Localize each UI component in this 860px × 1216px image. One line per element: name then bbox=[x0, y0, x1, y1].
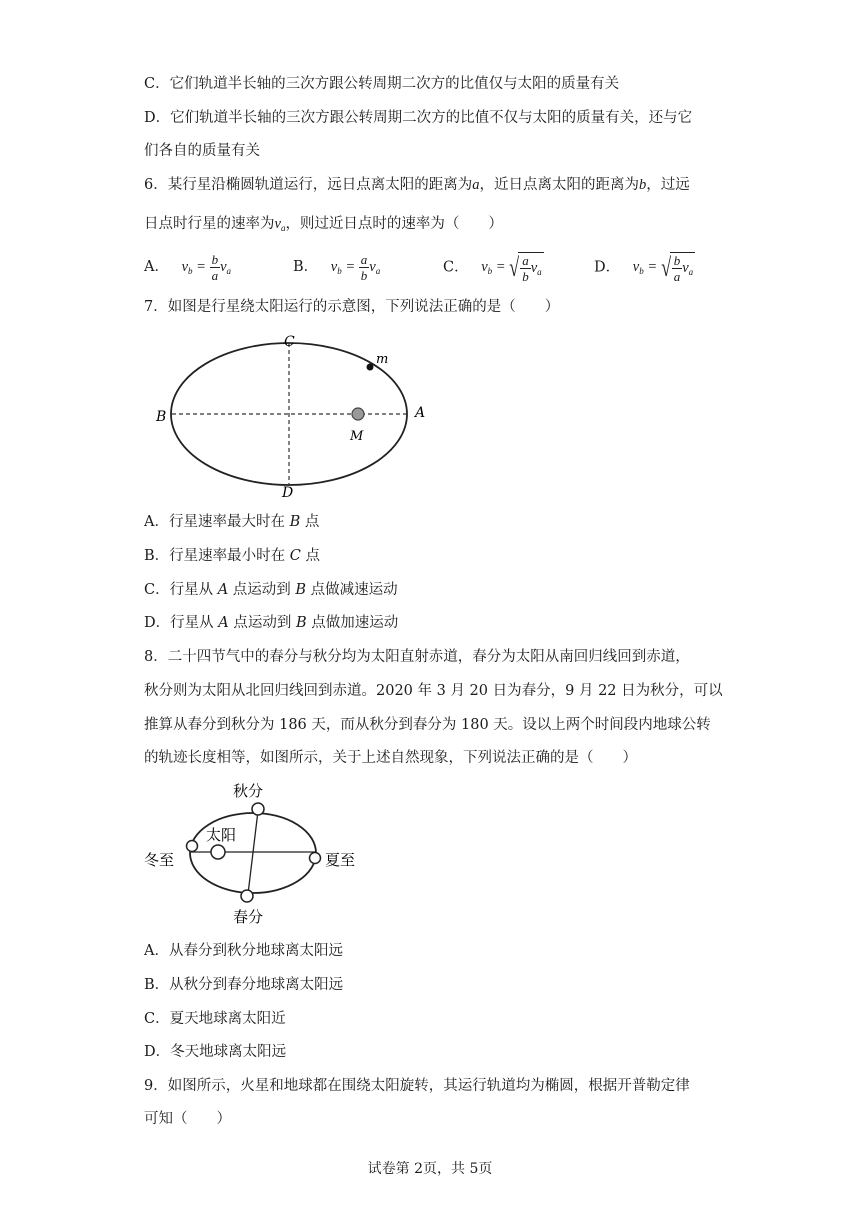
q6-option-a: A． $v_b$ = $\frac{b}{a}$ $v_a$ bbox=[144, 252, 232, 283]
q8-option-c: C．夏天地球离太阳近 bbox=[144, 1011, 286, 1027]
label-c: C bbox=[284, 334, 295, 350]
q7-option-c: C．行星从 A 点运动到 B 点做减速运动 bbox=[144, 582, 398, 598]
q5-option-d-line1: D．它们轨道半长轴的三次方跟公转周期二次方的比值不仅与太阳的质量有关，还与它 bbox=[144, 110, 693, 126]
q7-option-a: A．行星速率最大时在 B 点 bbox=[144, 514, 320, 530]
sun-circle bbox=[211, 845, 225, 859]
q6-stem-line2: 日点时行星的速率为$v_a$，则过近日点时的速率为（ ） bbox=[144, 216, 503, 233]
q8-stem-line4: 的轨迹长度相等，如图所示，关于上述自然现象，下列说法正确的是（ ） bbox=[144, 750, 637, 766]
q6-option-d: D． $v_b$ = √ $\frac{b}{a}$ $v_a$ bbox=[594, 252, 695, 284]
q7-orbit-diagram bbox=[148, 328, 438, 504]
q8-stem-line2: 秋分则为太阳从北回归线回到赤道。2020 年 3 月 20 日为春分，9 月 22 日为秋分，可以 bbox=[144, 683, 723, 699]
q7-option-d: D．行星从 A 点运动到 B 点做加速运动 bbox=[144, 615, 399, 631]
label-b: B bbox=[156, 409, 167, 425]
page-footer: 试卷第 2页，共 5页 bbox=[367, 1161, 493, 1177]
q6-stem-line1: 6．某行星沿椭圆轨道运行，远日点离太阳的距离为a，近日点离太阳的距离为b，过远 bbox=[144, 177, 690, 193]
q8-stem-line3: 推算从春分到秋分为 186 天，而从秋分到春分为 180 天。设以上两个时间段内地球公转 bbox=[144, 717, 711, 733]
q6-option-b: B． $v_b$ = $\frac{a}{b}$ $v_a$ bbox=[293, 252, 381, 283]
label-spring: 春分 bbox=[233, 908, 264, 926]
label-d: D bbox=[282, 485, 294, 501]
label-sun-m: M bbox=[350, 429, 364, 444]
q8-season-diagram bbox=[144, 778, 366, 928]
q8-stem-line1: 8．二十四节气中的春分与秋分均为太阳直射赤道，春分为太阳从南回归线回到赤道， bbox=[144, 649, 690, 665]
label-a: A bbox=[415, 405, 426, 421]
q8-option-b: B．从秋分到春分地球离太阳远 bbox=[144, 977, 344, 993]
q7-stem: 7．如图是行星绕太阳运行的示意图，下列说法正确的是（ ） bbox=[144, 299, 560, 315]
label-winter: 冬至 bbox=[144, 851, 175, 869]
autumn-earth bbox=[252, 803, 264, 815]
q8-option-d: D．冬天地球离太阳远 bbox=[144, 1044, 287, 1060]
var-b: b bbox=[638, 177, 647, 193]
q9-stem-line2: 可知（ ） bbox=[144, 1111, 231, 1127]
q7-option-b: B．行星速率最小时在 C 点 bbox=[144, 548, 320, 564]
q8-option-a: A．从春分到秋分地球离太阳远 bbox=[144, 943, 343, 959]
sun-dot bbox=[352, 408, 364, 420]
planet-dot bbox=[367, 364, 374, 371]
label-planet-m: m bbox=[376, 352, 389, 367]
label-autumn: 秋分 bbox=[233, 782, 264, 800]
label-sun: 太阳 bbox=[206, 826, 237, 844]
q9-stem-line1: 9．如图所示，火星和地球都在围绕太阳旋转，其运行轨道均为椭圆，根据开普勒定律 bbox=[144, 1078, 690, 1094]
spring-earth bbox=[241, 890, 253, 902]
var-a: a bbox=[472, 177, 480, 193]
q6-option-c: C． $v_b$ = √ $\frac{a}{b}$ $v_a$ bbox=[443, 252, 544, 284]
label-summer: 夏至 bbox=[325, 851, 356, 869]
q5-option-c: C．它们轨道半长轴的三次方跟公转周期二次方的比值仅与太阳的质量有关 bbox=[144, 76, 620, 92]
q5-option-d-line2: 们各自的质量有关 bbox=[144, 143, 260, 159]
winter-earth bbox=[187, 841, 198, 852]
summer-earth bbox=[310, 853, 321, 864]
